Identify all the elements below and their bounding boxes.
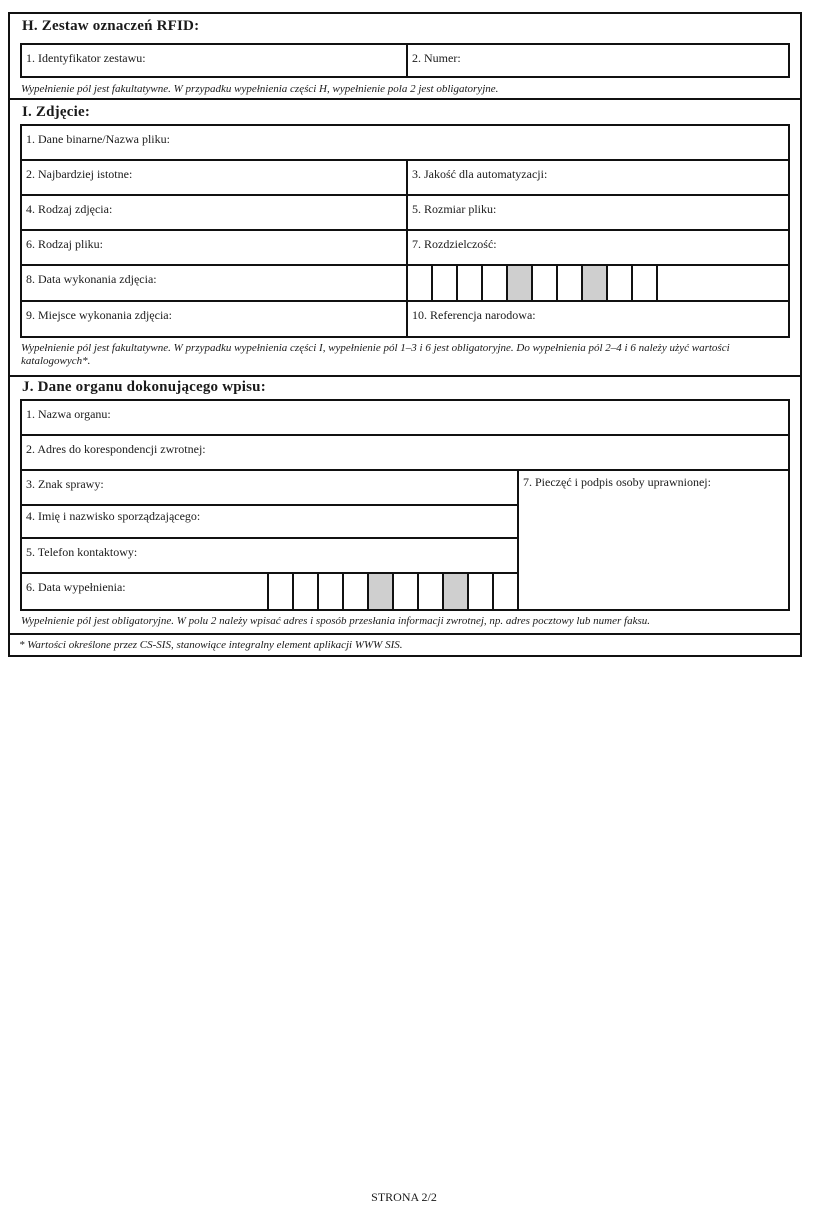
fill-date-field <box>22 574 267 609</box>
date-digit-box[interactable] <box>419 574 444 609</box>
resolution-field[interactable] <box>408 231 788 264</box>
date-digit-box[interactable] <box>469 574 494 609</box>
photo-type-label: 4. Rodzaj zdjęcia: <box>26 202 113 216</box>
date-separator-box <box>583 266 608 300</box>
date-digit-box[interactable] <box>633 266 658 300</box>
file-type-label: 6. Rodzaj pliku: <box>26 237 103 251</box>
authority-name-field[interactable] <box>22 401 788 434</box>
most-relevant-label: 2. Najbardziej istotne: <box>26 167 133 181</box>
date-separator-box <box>369 574 394 609</box>
section-j-title: J. Dane organu dokonującego wpisu: <box>22 379 266 395</box>
section-i-note <box>21 342 791 368</box>
file-size-label: 5. Rozmiar pliku: <box>412 202 497 216</box>
date-digit-box[interactable] <box>533 266 558 300</box>
fill-date-label: 6. Data wypełnienia: <box>26 580 126 594</box>
section-h <box>10 14 800 100</box>
photo-filename-label: 1. Dane binarne/Nazwa pliku: <box>26 132 170 146</box>
photo-type-field[interactable] <box>22 196 406 229</box>
photo-filename-field[interactable] <box>22 126 788 159</box>
fill-date-boxes[interactable] <box>267 574 517 609</box>
return-address-field[interactable] <box>22 436 788 469</box>
date-digit-box[interactable] <box>494 574 517 609</box>
section-i <box>10 100 800 377</box>
footnote-section <box>10 635 800 655</box>
file-size-field[interactable] <box>408 196 788 229</box>
resolution-label: 7. Rozdzielczość: <box>412 237 497 251</box>
rfid-number-field[interactable] <box>408 45 788 76</box>
date-digit-box[interactable] <box>433 266 458 300</box>
section-i-title: I. Zdjęcie: <box>22 104 91 120</box>
date-separator-box <box>444 574 469 609</box>
author-name-label: 4. Imię i nazwisko sporządzającego: <box>26 509 201 523</box>
contact-phone-field[interactable] <box>22 539 517 572</box>
section-i-note-line2: katalogowych*. <box>21 355 91 367</box>
divider <box>406 159 408 336</box>
authority-name-label: 1. Nazwa organu: <box>26 407 111 421</box>
rfid-number-label: 2. Numer: <box>412 51 461 65</box>
section-h-fields <box>20 43 790 78</box>
form-page <box>8 12 802 657</box>
footnote: * Wartości określone przez CS-SIS, stanowiące integralny element aplikacji WWW SIS. <box>19 639 403 651</box>
date-digit-box[interactable] <box>458 266 483 300</box>
date-separator-box <box>508 266 533 300</box>
author-name-field[interactable] <box>22 506 517 537</box>
date-digit-box[interactable] <box>344 574 369 609</box>
case-reference-label: 3. Znak sprawy: <box>26 477 104 491</box>
automation-quality-label: 3. Jakość dla automatyzacji: <box>412 167 548 181</box>
rfid-set-id-field[interactable] <box>22 45 406 76</box>
file-type-field[interactable] <box>22 231 406 264</box>
date-digit-box[interactable] <box>269 574 294 609</box>
stamp-signature-label: 7. Pieczęć i podpis osoby uprawnionej: <box>523 475 711 489</box>
rfid-set-id-label: 1. Identyfikator zestawu: <box>26 51 146 65</box>
section-j-fields <box>20 399 790 611</box>
national-reference-field[interactable] <box>408 302 788 336</box>
page-number: STRONA 2/2 <box>371 1190 437 1204</box>
most-relevant-field[interactable] <box>22 161 406 194</box>
national-reference-label: 10. Referencja narodowa: <box>412 308 536 322</box>
photo-date-boxes[interactable] <box>408 266 788 300</box>
section-h-note: Wypełnienie pól jest fakultatywne. W przypadku wypełnienia części H, wypełnienie pola 2 jest obligatoryjne. <box>21 83 499 95</box>
photo-date-label: 8. Data wykonania zdjęcia: <box>26 272 157 286</box>
section-i-fields <box>20 124 790 338</box>
section-j-note: Wypełnienie pól jest obligatoryjne. W polu 2 należy wpisać adres i sposób przesłania informacji zwrotnej, np. adres pocztowy lub numer faksu. <box>21 615 650 627</box>
date-digit-box[interactable] <box>608 266 633 300</box>
stamp-signature-field[interactable] <box>519 471 788 609</box>
section-i-note-line1: Wypełnienie pól jest fakultatywne. W przypadku wypełnienia części I, wypełnienie pól 1–3 i 6 jest obligatoryjne. Do wypełnienia pól 2–4 i 6 należy użyć wartości <box>21 342 730 354</box>
date-digit-box[interactable] <box>558 266 583 300</box>
photo-place-label: 9. Miejsce wykonania zdjęcia: <box>26 308 172 322</box>
date-digit-box[interactable] <box>408 266 433 300</box>
return-address-label: 2. Adres do korespondencji zwrotnej: <box>26 442 206 456</box>
case-reference-field[interactable] <box>22 471 517 504</box>
date-digit-box[interactable] <box>294 574 319 609</box>
date-digit-box[interactable] <box>483 266 508 300</box>
date-digit-box[interactable] <box>394 574 419 609</box>
section-h-title: H. Zestaw oznaczeń RFID: <box>22 18 200 34</box>
date-digit-box[interactable] <box>319 574 344 609</box>
photo-place-field[interactable] <box>22 302 406 336</box>
contact-phone-label: 5. Telefon kontaktowy: <box>26 545 138 559</box>
photo-date-field <box>22 266 406 299</box>
automation-quality-field[interactable] <box>408 161 788 194</box>
section-j <box>10 377 800 635</box>
